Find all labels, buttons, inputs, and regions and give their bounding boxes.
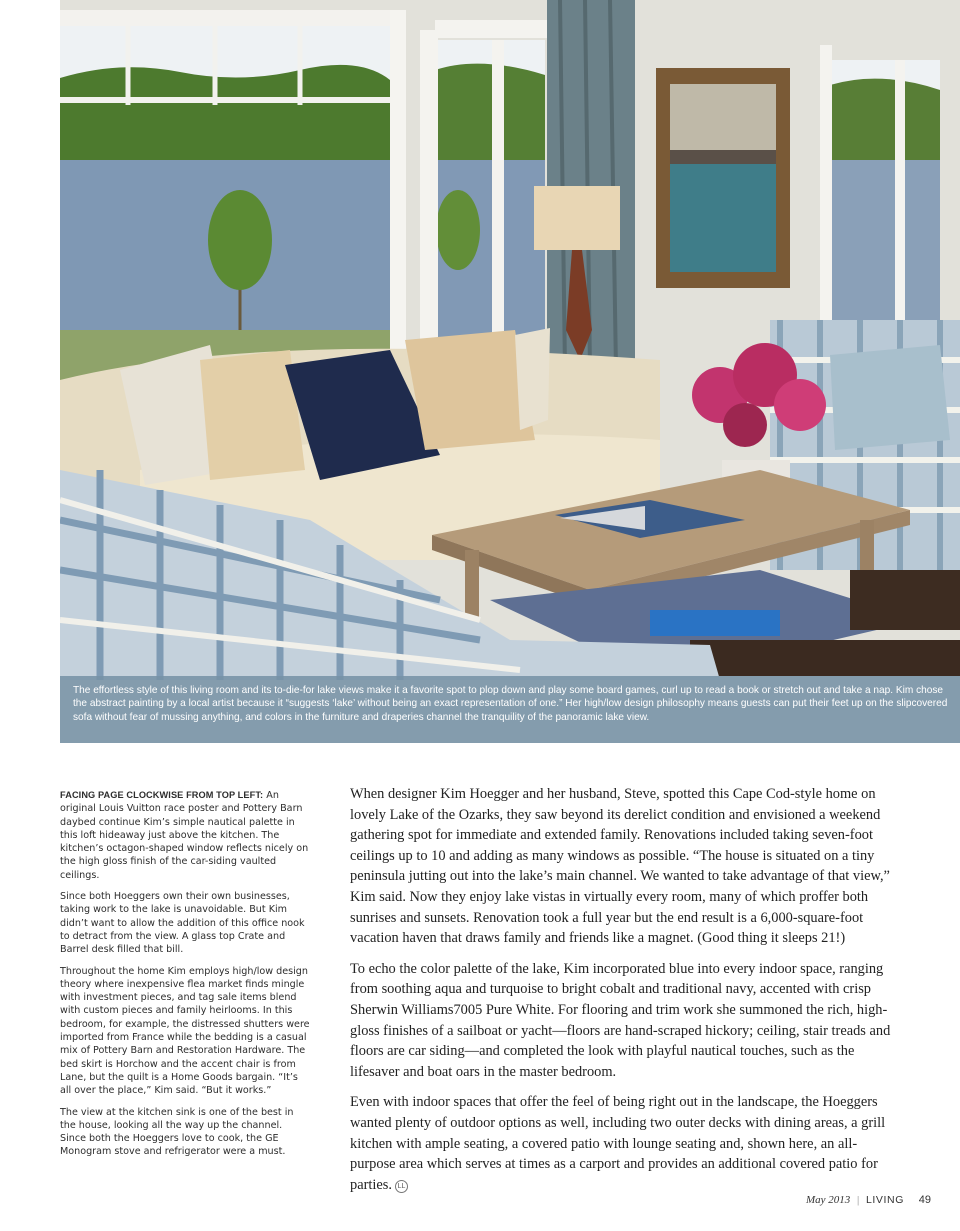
sidebar-paragraph-1-text: An original Louis Vuitton race poster and Pottery Barn daybed continue Kim’s simple nautical palette in this loft hideaway just above the kitchen. The kitchen’s octagon-shaped window reflects nicely on the high gloss finish of the car-siding vaulted ceilings.: [60, 790, 309, 881]
living-room-photo-icon: [60, 0, 960, 743]
issue-date: May 2013: [805, 1194, 851, 1206]
footer-separator: |: [857, 1194, 860, 1206]
magazine-name: LIVING: [865, 1194, 904, 1206]
sidebar-paragraph-1: [60, 789, 310, 882]
article-body: [350, 784, 902, 1205]
photo-caption: The effortless style of this living room and its to-die-for lake views make it a favorite spot to plop down and play some board games, curl up to read a book or stretch out and take a nap. Kim chose the abstract painting by a local artist because it “suggests ‘lake’ without being an exact representation of one.” Her high/low design philosophy means guests can put their feet up on the slipcovered sofa without fear of mussing anything, and colors in the furniture and draperies channel the tranquility of the panoramic lake view.: [73, 685, 948, 723]
article-paragraph-3-text: Even with indoor spaces that offer the feel of being right out in the landscape, the Hoeggers wanted plenty of outdoor options as well, including two outer decks with dining areas, a grill kitchen with ample seating, a covered patio with lounge seating and, shown here, an all-purpose area which serves at times as a carport and provides an additional covered patio for parties.: [350, 1094, 886, 1193]
sidebar-paragraph-3: Throughout the home Kim employs high/low design theory where inexpensive flea market finds mingle with investment pieces, and tag sale items blend with custom pieces and family heirlooms. In this bedroom, for example, the distressed shutters were imported from France while the bedding is a casual mix of Pottery Barn and Restoration Hardware. The bed skirt is Horchow and the accent chair is from Lane, but the quilt is a Home Goods bargain. “It’s all over the place,” Kim said. “But it works.”: [60, 965, 310, 1097]
page-number: 49: [918, 1194, 931, 1206]
end-mark-icon: LL: [395, 1180, 408, 1193]
page-footer: [806, 1194, 931, 1206]
living-room-photo: [60, 0, 960, 743]
article-paragraph-2: To echo the color palette of the lake, Kim incorporated blue into every indoor space, ranging from soothing aqua and turquoise to bright cobalt and traditional navy, accented with crisp Sherwin Williams7005 Pure White. For flooring and trim work she summoned the rich, high-gloss finishes of a sailboat or yacht—floors are hand-scraped hickory; ceiling, stair treads and floors are car siding—and completed the look with playful nautical touches, such as the lifesaver and boat oars in the master bedroom.: [350, 960, 891, 1080]
sidebar-paragraph-2: Since both Hoeggers own their own businesses, taking work to the lake is unavoidable. But Kim didn’t want to allow the addition of this office nook to detract from the view. A glass top Crate and Barrel desk filled that bill.: [60, 891, 305, 956]
sidebar-lead: FACING PAGE CLOCKWISE FROM TOP LEFT:: [60, 790, 264, 800]
article-paragraph-1: When designer Kim Hoegger and her husband, Steve, spotted this Cape Cod-style home on lovely Lake of the Ozarks, they saw beyond its derelict condition and envisioned a weekend gathering spot for immediate and extended family. Renovations included taking seven-foot ceilings up to 10 and adding as many windows as possible. “The house is situated on a tiny peninsula jutting out into the lake’s main channel. We wanted to take advantage of that view,” Kim said. Now they enjoy lake vistas in virtually every room, many of which proffer both sunrises and sunsets. Renovation took a full year but the end result is a 6,000-square-foot vacation haven that draws family and friends like a magnet. (Good thing it sleeps 21!): [350, 786, 890, 947]
photo-caption-band: [60, 676, 960, 743]
article-paragraph-3: [350, 1092, 902, 1195]
sidebar-captions: [60, 789, 310, 1167]
sidebar-paragraph-4: The view at the kitchen sink is one of the best in the house, looking all the way up the channel. Since both the Hoeggers love to cook, the GE Monogram stove and refrigerator were a must.: [60, 1106, 294, 1158]
